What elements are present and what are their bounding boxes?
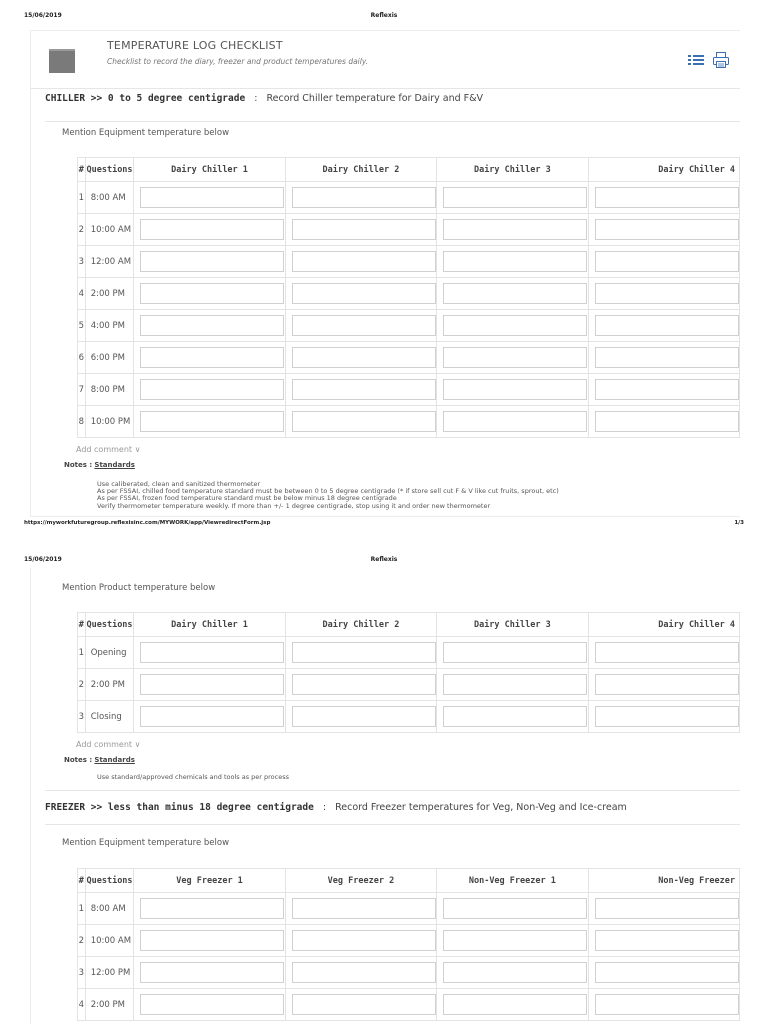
temperature-input[interactable] [292,898,436,919]
temperature-input[interactable] [443,642,587,663]
print-page-number: 1/3 [734,520,744,526]
row-number: 5 [78,310,86,342]
print-header [0,12,768,24]
temperature-cell [437,374,588,406]
temperature-cell [134,637,285,669]
question-label: 10:00 PM [85,406,134,438]
toolbar [688,51,730,69]
table-row [78,406,740,438]
row-number: 1 [78,893,86,925]
temperature-cell [437,278,588,310]
temperature-cell [588,669,739,701]
temperature-cell [588,342,739,374]
temperature-cell [437,957,588,989]
temperature-cell [134,406,285,438]
question-label: 2:00 PM [85,669,134,701]
question-label: 8:00 AM [85,893,134,925]
temperature-cell [285,246,436,278]
temperature-cell [588,246,739,278]
page-title: TEMPERATURE LOG CHECKLIST [107,39,283,52]
temperature-input[interactable] [595,706,739,727]
section-divider [45,790,740,791]
table-row [78,246,740,278]
temperature-input[interactable] [595,930,739,951]
temperature-input[interactable] [443,187,587,208]
row-number: 1 [78,637,86,669]
section-divider [45,121,740,122]
temperature-input[interactable] [443,962,587,983]
temperature-cell [588,925,739,957]
temperature-input[interactable] [595,187,739,208]
note-line: Use standard/approved chemicals and tools as per process [97,773,289,781]
note-line: Use caliberated, clean and sanitized thermometer [97,480,261,488]
temperature-input[interactable] [292,411,436,432]
table-row [78,214,740,246]
add-comment-link[interactable]: Add comment ∨ [76,445,141,454]
temperature-input[interactable] [595,994,739,1015]
temperature-input[interactable] [140,219,284,240]
notes-row: Notes : Standards [64,756,135,764]
column-header: # [78,613,86,637]
notes-row: Notes : Standards [64,461,135,469]
table-header-row [78,613,740,637]
temperature-input[interactable] [292,379,436,400]
column-header: Non-Veg Freezer 1 [437,869,588,893]
temperature-input[interactable] [140,642,284,663]
column-header: Dairy Chiller 4 [588,613,739,637]
temperature-cell [285,701,436,733]
temperature-input[interactable] [292,674,436,695]
notes-list [97,774,289,781]
freezer-equipment-table [77,868,740,1021]
temperature-input[interactable] [443,251,587,272]
temperature-input[interactable] [140,674,284,695]
question-label: 6:00 PM [85,342,134,374]
note-line: As per FSSAI, frozen food temperature standard must be below minus 18 degree centigrade [97,494,397,503]
temperature-input[interactable] [140,898,284,919]
temperature-input[interactable] [140,930,284,951]
temperature-cell [588,182,739,214]
column-header: Dairy Chiller 2 [285,158,436,182]
column-header: Questions [85,158,134,182]
table-row [78,957,740,989]
temperature-input[interactable] [140,411,284,432]
temperature-input[interactable] [140,187,284,208]
temperature-cell [134,246,285,278]
temperature-cell [437,182,588,214]
temperature-input[interactable] [443,706,587,727]
chiller-section-heading: CHILLER >> 0 to 5 degree centigrade : Record Chiller temperature for Dairy and F&V [45,93,484,104]
question-label: 12:00 AM [85,246,134,278]
temperature-input[interactable] [292,219,436,240]
row-number: 6 [78,342,86,374]
temperature-cell [285,406,436,438]
temperature-input[interactable] [292,994,436,1015]
row-number: 4 [78,989,86,1021]
temperature-input[interactable] [443,674,587,695]
column-header: Questions [85,613,134,637]
temperature-cell [285,182,436,214]
product-temp-label: Mention Product temperature below [62,583,216,593]
list-icon[interactable] [688,54,704,66]
temperature-cell [134,278,285,310]
temperature-input[interactable] [292,642,436,663]
chiller-equipment-table [77,157,740,438]
temperature-cell [437,893,588,925]
temperature-cell [134,214,285,246]
table-row [78,374,740,406]
temperature-cell [588,701,739,733]
question-label: 8:00 AM [85,182,134,214]
column-header: Non-Veg Freezer [588,869,739,893]
temperature-cell [285,214,436,246]
column-header: Dairy Chiller 2 [285,613,436,637]
temperature-cell [285,989,436,1021]
row-number: 8 [78,406,86,438]
temperature-cell [437,637,588,669]
question-label: 2:00 PM [85,278,134,310]
temperature-input[interactable] [140,347,284,368]
temperature-cell [285,342,436,374]
temperature-input[interactable] [292,251,436,272]
temperature-input[interactable] [443,411,587,432]
equipment-temp-label: Mention Equipment temperature below [62,838,230,848]
temperature-cell [437,989,588,1021]
checklist-page-2 [30,568,740,1024]
equipment-temp-label: Mention Equipment temperature below [62,128,230,138]
column-header: Dairy Chiller 1 [134,158,285,182]
temperature-cell [134,925,285,957]
temperature-cell [134,701,285,733]
table-row [78,893,740,925]
temperature-cell [437,342,588,374]
temperature-cell [437,246,588,278]
temperature-input[interactable] [140,962,284,983]
temperature-cell [134,374,285,406]
temperature-cell [588,310,739,342]
temperature-cell [437,214,588,246]
temperature-cell [285,669,436,701]
table-row [78,278,740,310]
temperature-input[interactable] [292,187,436,208]
print-app-name: Reflexis [370,556,398,563]
temperature-cell [134,310,285,342]
row-number: 4 [78,278,86,310]
temperature-cell [437,925,588,957]
temperature-input[interactable] [292,315,436,336]
temperature-input[interactable] [443,347,587,368]
temperature-input[interactable] [292,706,436,727]
temperature-input[interactable] [595,411,739,432]
printer-icon[interactable] [712,51,730,69]
temperature-cell [285,893,436,925]
temperature-input[interactable] [595,674,739,695]
temperature-input[interactable] [443,315,587,336]
print-app-name: Reflexis [370,12,398,19]
temperature-cell [134,893,285,925]
question-label: 12:00 PM [85,957,134,989]
temperature-cell [588,214,739,246]
table-row [78,182,740,214]
column-header: Dairy Chiller 3 [437,158,588,182]
page-subtitle: Checklist to record the diary, freezer and product temperatures daily. [107,57,369,66]
temperature-input[interactable] [595,379,739,400]
temperature-input[interactable] [443,283,587,304]
temperature-cell [285,925,436,957]
temperature-cell [588,893,739,925]
add-comment-link[interactable]: Add comment ∨ [76,740,141,749]
temperature-input[interactable] [595,642,739,663]
row-number: 2 [78,925,86,957]
temperature-input[interactable] [443,379,587,400]
standards-link[interactable]: Standards [94,461,135,469]
column-header: Dairy Chiller 4 [588,158,739,182]
section-divider [45,824,740,825]
temperature-cell [437,406,588,438]
temperature-input[interactable] [140,283,284,304]
temperature-cell [285,374,436,406]
table-row [78,989,740,1021]
note-line: As per FSSAI, chilled food temperature standard must be between 0 to 5 degree centigrade (* if store sell cut F & V like cut fruits, sprout, etc) [97,487,559,496]
temperature-cell [134,989,285,1021]
row-number: 3 [78,246,86,278]
temperature-input[interactable] [443,994,587,1015]
standards-link[interactable]: Standards [94,756,135,764]
temperature-input[interactable] [140,315,284,336]
temperature-cell [588,989,739,1021]
temperature-input[interactable] [292,930,436,951]
temperature-cell [285,278,436,310]
column-header: # [78,158,86,182]
column-header: Veg Freezer 2 [285,869,436,893]
column-header: Dairy Chiller 3 [437,613,588,637]
column-header: Dairy Chiller 1 [134,613,285,637]
checklist-page-1 [30,30,740,517]
row-number: 3 [78,701,86,733]
question-label: 8:00 PM [85,374,134,406]
temperature-input[interactable] [595,898,739,919]
column-header: # [78,869,86,893]
notes-list [97,481,559,510]
temperature-cell [437,701,588,733]
chiller-product-table [77,612,740,733]
temperature-input[interactable] [292,962,436,983]
freezer-section-heading: FREEZER >> less than minus 18 degree centigrade : Record Freezer temperatures for Veg, Non-Veg and Ice-cream [45,802,627,813]
temperature-cell [134,182,285,214]
temperature-input[interactable] [595,251,739,272]
question-label: 2:00 PM [85,989,134,1021]
temperature-input[interactable] [443,898,587,919]
temperature-cell [285,310,436,342]
row-number: 7 [78,374,86,406]
row-number: 1 [78,182,86,214]
question-label: Closing [85,701,134,733]
temperature-input[interactable] [443,930,587,951]
print-date: 15/06/2019 [24,556,62,563]
temperature-input[interactable] [595,347,739,368]
temperature-cell [285,637,436,669]
temperature-input[interactable] [595,219,739,240]
question-label: 10:00 AM [85,925,134,957]
row-number: 3 [78,957,86,989]
temperature-cell [588,374,739,406]
table-header-row [78,158,740,182]
print-url: https://myworkfuturegroup.reflexisinc.com/MYWORK/app/ViewredirectForm.jsp [24,520,271,526]
temperature-input[interactable] [140,251,284,272]
chevron-down-icon: ∨ [134,740,141,749]
temperature-input[interactable] [292,283,436,304]
column-header: Veg Freezer 1 [134,869,285,893]
temperature-cell [588,957,739,989]
temperature-input[interactable] [595,283,739,304]
table-row [78,701,740,733]
question-label: Opening [85,637,134,669]
print-header [0,556,768,568]
temperature-input[interactable] [595,962,739,983]
column-header: Questions [85,869,134,893]
temperature-input[interactable] [140,994,284,1015]
checklist-title-block [31,31,740,89]
temperature-cell [134,669,285,701]
row-number: 2 [78,214,86,246]
temperature-cell [437,310,588,342]
chevron-down-icon: ∨ [134,445,141,454]
temperature-cell [285,957,436,989]
table-row [78,669,740,701]
temperature-cell [134,342,285,374]
table-row [78,925,740,957]
temperature-input[interactable] [140,706,284,727]
table-row [78,637,740,669]
table-row [78,342,740,374]
temperature-cell [588,278,739,310]
row-number: 2 [78,669,86,701]
temperature-cell [588,637,739,669]
table-header-row [78,869,740,893]
question-label: 10:00 AM [85,214,134,246]
temperature-input[interactable] [292,347,436,368]
question-label: 4:00 PM [85,310,134,342]
temperature-input[interactable] [595,315,739,336]
temperature-cell [588,406,739,438]
temperature-input[interactable] [140,379,284,400]
temperature-cell [437,669,588,701]
table-row [78,310,740,342]
app-logo [49,49,75,73]
temperature-input[interactable] [443,219,587,240]
note-line: Verify thermometer temperature weekly. If more than +/- 1 degree centigrade, stop using it and order new thermometer [97,501,491,510]
temperature-cell [134,957,285,989]
print-date: 15/06/2019 [24,12,62,19]
